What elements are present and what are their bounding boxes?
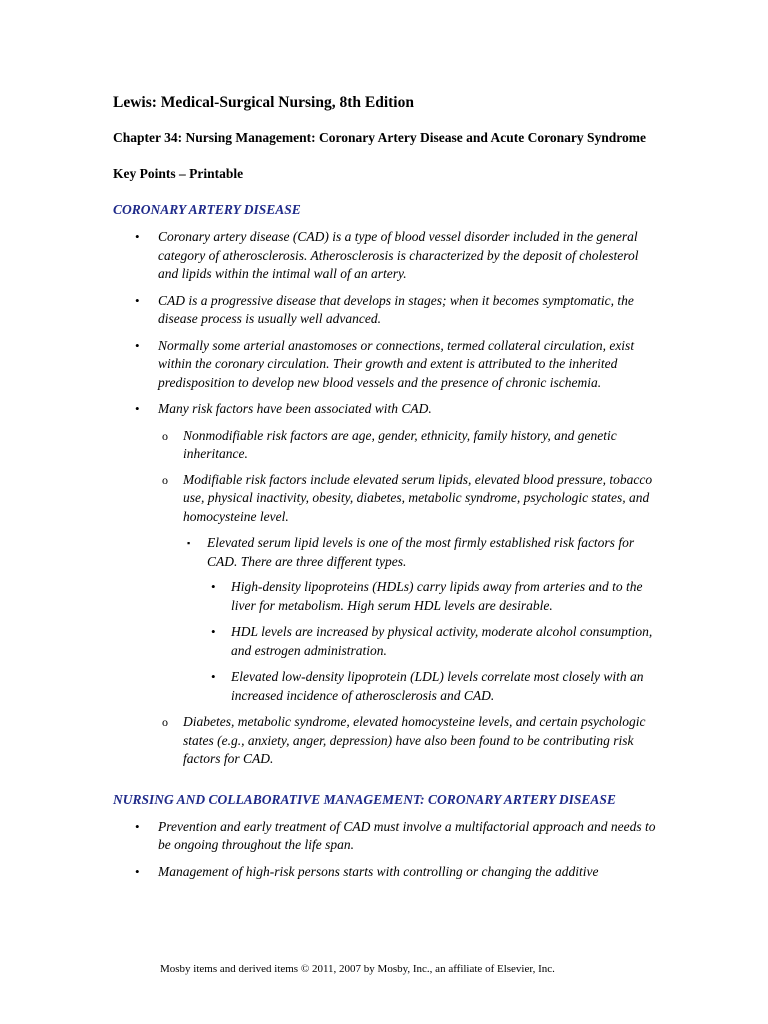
- bullet-icon: •: [135, 401, 140, 416]
- list-item: [207, 578, 658, 615]
- list-item: [158, 471, 658, 706]
- circle-bullet-icon: o: [162, 715, 168, 729]
- list-item: [158, 713, 658, 769]
- circle-bullet-icon: o: [162, 428, 168, 443]
- list-item: [113, 228, 658, 284]
- list-item-text: HDL levels are increased by physical activity, moderate alcohol consumption, and estrogen administration.: [231, 624, 653, 658]
- list-item: [113, 337, 658, 393]
- section-heading-management: NURSING AND COLLABORATIVE MANAGEMENT: CORONARY ARTERY DISEASE: [113, 791, 616, 807]
- square-bullet-icon: ▪: [187, 538, 191, 548]
- bullet-icon: •: [135, 337, 140, 353]
- lipid-type-list: [207, 578, 658, 705]
- document-page: [113, 92, 658, 889]
- lipid-list: [183, 534, 658, 705]
- key-points-label: Key Points – Printable: [113, 166, 244, 181]
- list-item: [113, 292, 658, 329]
- management-bullet-list: [113, 818, 658, 882]
- list-item: [207, 668, 658, 705]
- document-title: Lewis: Medical-Surgical Nursing, 8th Edition: [113, 94, 414, 111]
- bullet-icon: •: [135, 229, 140, 244]
- bullet-icon: •: [135, 818, 140, 834]
- list-item-text: High-density lipoproteins (HDLs) carry lipids away from arteries and to the liver for metabolism. High serum HDL levels are desirable.: [231, 579, 643, 613]
- list-item-text: Management of high-risk persons starts with controlling or changing the additive: [158, 863, 599, 879]
- list-item-text: Elevated serum lipid levels is one of the most firmly established risk factors for CAD. There are three different types.: [207, 535, 635, 569]
- list-item: [207, 623, 658, 660]
- bullet-icon: •: [211, 579, 216, 594]
- list-item: [113, 400, 658, 769]
- cad-bullet-list: [113, 228, 658, 769]
- list-item-text: CAD is a progressive disease that develops in stages; when it becomes symptomatic, the disease process is usually well advanced.: [158, 292, 634, 326]
- list-item-text: Diabetes, metabolic syndrome, elevated homocysteine levels, and certain psychologic states (e.g., anxiety, anger, depression) have also been found to be contributing risk factors for CAD.: [183, 714, 646, 766]
- list-item-text: Coronary artery disease (CAD) is a type of blood vessel disorder included in the general category of atherosclerosis. Atherosclerosis is characterized by the deposit of cholesterol and lipids within the intimal wall of an artery.: [158, 229, 639, 281]
- list-item-text: Normally some arterial anastomoses or connections, termed collateral circulation, exist within the coronary circulation. Their growth and extent is attributed to the inherited predisposition to develop new blood vessels and the presence of chronic ischemia.: [158, 337, 635, 390]
- chapter-title: Chapter 34: Nursing Management: Coronary Artery Disease and Acute Coronary Syndrome: [113, 130, 646, 145]
- list-item: [183, 534, 658, 705]
- copyright-footer: Mosby items and derived items © 2011, 2007 by Mosby, Inc., an affiliate of Elsevier, Inc.: [160, 963, 555, 975]
- list-item: [158, 427, 658, 464]
- bullet-icon: •: [135, 863, 140, 879]
- list-item-text: Many risk factors have been associated with CAD.: [158, 401, 432, 416]
- bullet-icon: •: [135, 292, 140, 308]
- section-heading-cad: CORONARY ARTERY DISEASE: [113, 202, 301, 217]
- risk-factor-list: [158, 427, 658, 769]
- list-item-text: Prevention and early treatment of CAD must involve a multifactorial approach and needs to be ongoing throughout the life span.: [158, 818, 656, 852]
- bullet-icon: •: [211, 624, 216, 639]
- list-item: [113, 818, 658, 855]
- list-item: [113, 863, 658, 882]
- list-item-text: Modifiable risk factors include elevated serum lipids, elevated blood pressure, tobacco use, physical inactivity, obesity, diabetes, metabolic syndrome, psychologic states, and homocysteine level.: [183, 471, 653, 524]
- list-item-text: Elevated low-density lipoprotein (LDL) levels correlate most closely with an increased incidence of atherosclerosis and CAD.: [231, 669, 644, 703]
- list-item-text: Nonmodifiable risk factors are age, gender, ethnicity, family history, and genetic inheritance.: [183, 427, 617, 461]
- bullet-icon: •: [211, 669, 216, 684]
- circle-bullet-icon: o: [162, 472, 168, 487]
